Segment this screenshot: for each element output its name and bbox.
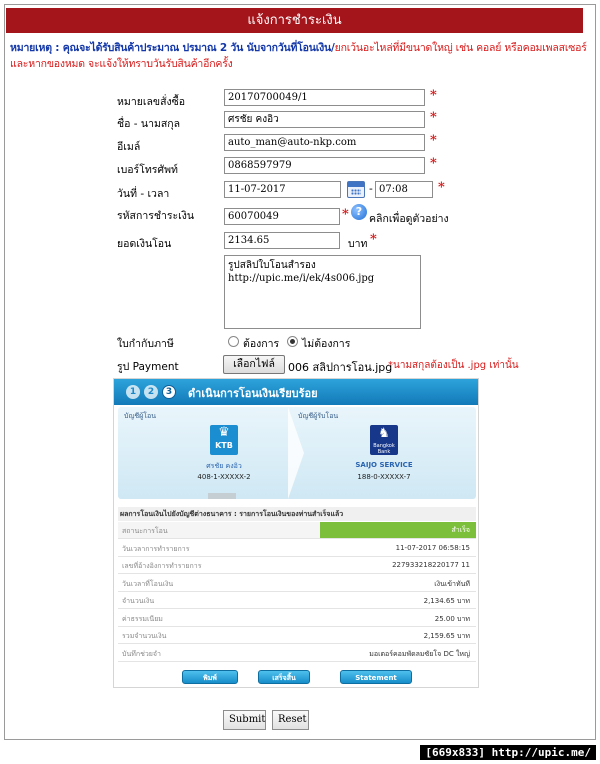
result-key: สถานะการโอน [122,527,168,535]
print-button[interactable]: พิมพ์ [182,670,238,684]
to-name: SAIJO SERVICE [355,461,413,469]
notice-label: หมายเหตุ : คุณจะได้รับสินค้าประมาณ ปรมาณ 2 วัน นับจากวันที่โอนเงิน/ [10,42,335,54]
tax-label: ใบกำกับภาษี [117,338,174,350]
amount-label: ยอดเงินโอน [117,238,172,250]
step-2: 2 [144,385,158,399]
step-3: 3 [162,385,176,399]
from-caption: บัญชีผู้โอน [124,412,157,420]
to-caption: บัญชีผู้รับโอน [298,412,339,420]
order-no-input[interactable]: 20170700049/1 [224,89,425,106]
result-header: ผลการโอนเงินไปยังบัญชีต่างธนาคาร : รายการโอนเงินของท่านสำเร็จแล้ว [118,507,476,521]
time-input[interactable]: 07:08 [375,181,433,198]
datetime-label: วันที่ - เวลา [117,188,170,200]
step-1: 1 [126,385,140,399]
result-value: 227933218220177 11 [392,561,470,569]
blurred-text [208,493,236,499]
result-key: วันเวลาที่โอนเงิน [122,579,174,588]
result-value: เงินเข้าทันที [434,579,470,588]
name-input[interactable]: ศรชัย คงอิว [224,111,425,128]
notice [10,40,590,72]
result-value: 11-07-2017 06:58:15 [395,543,470,552]
slip-image [113,378,479,688]
file-hint: *นามสกุลต้องเป็น .jpg เท่านั้น [388,360,519,371]
name-label: ชื่อ - นามสกุล [117,118,181,130]
from-account: 408-1-XXXXX-2 [197,473,251,481]
reset-button[interactable]: Reset [272,710,309,730]
result-value: 25.00 บาท [434,614,470,623]
statement-button[interactable]: Statement [340,670,412,684]
result-row [118,522,476,539]
page-title: แจ้งการชำระเงิน [6,8,583,33]
required-mark: * [342,207,349,222]
file-name: 006 สลิปการโอน.jpg [288,361,393,374]
result-key: เลขที่อ้างอิงการทำรายการ [122,562,202,570]
tax-no-label: ไม่ต้องการ [302,338,351,350]
result-row [118,540,476,557]
result-key: จำนวนเงิน [122,597,155,605]
to-account: 188-0-XXXXX-7 [357,473,411,481]
required-mark: * [430,110,437,125]
watermark [0,742,600,764]
amount-unit: บาท [348,238,368,250]
result-value: มอเตอร์คอมพัดลมซัยโจ DC ใหญ่ [369,649,470,658]
amount-input[interactable]: 2134.65 [224,232,340,249]
order-no-label: หมายเลขสั่งซื้อ [117,96,186,108]
watermark-text: [669x833] http://upic.me/ [420,745,596,760]
result-key: วันเวลาการทำรายการ [122,544,190,553]
result-value: สำเร็จ [320,522,476,538]
datetime-separator: - [369,183,373,195]
date-input[interactable]: 11-07-2017 [224,181,341,198]
result-row [118,575,476,592]
email-input[interactable]: auto_man@auto-nkp.com [224,134,425,151]
notice-text: ยกเว้นอะไหล่ที่มีขนาดใหญ่ เช่น คอลย์ หรือคอมเพลสเซอร์ และหากของหมด จะแจ้งให้ทราบวันรับสินค้าอีกครั้ง [10,42,587,70]
payment-label: รูป Payment [117,361,179,373]
bangkok-bank-logo-icon: ♞ Bangkok Bank [370,425,398,455]
result-key: ค่าธรรมเนียม [122,614,163,623]
submit-button[interactable]: Submit [223,710,266,730]
help-link[interactable]: คลิกเพื่อดูตัวอย่าง [369,213,449,225]
note-textarea[interactable] [224,255,421,329]
result-row [118,592,476,609]
required-mark: * [430,133,437,148]
result-value: 2,134.65 บาท [423,597,470,605]
tax-no-radio[interactable] [287,336,298,347]
tax-yes-label: ต้องการ [243,338,280,350]
required-mark: * [370,232,377,247]
pay-code-label: รหัสการชำระเงิน [117,210,195,222]
finish-button[interactable]: เสร็จสิ้น [258,670,310,684]
result-row [118,627,476,644]
result-row [118,557,476,574]
required-mark: * [430,156,437,171]
phone-input[interactable]: 0868597979 [224,157,425,174]
pay-code-input[interactable]: 60070049 [224,208,340,225]
ktb-logo-icon: ♛ KTB [210,425,238,455]
from-name: ศรชัย คงอิว [206,462,242,470]
required-mark: * [430,88,437,103]
help-icon[interactable]: ? [351,204,367,220]
slip-title: ดำเนินการโอนเงินเรียบร้อย [188,387,318,400]
required-mark: * [438,180,445,195]
tax-yes-radio[interactable] [228,336,239,347]
phone-label: เบอร์โทรศัพท์ [117,164,178,176]
result-key: รวมจำนวนเงิน [122,632,167,640]
result-row [118,645,476,662]
account-panel [118,407,476,499]
result-key: บันทึกช่วยจำ [122,649,161,658]
result-value: 2,159.65 บาท [423,632,470,640]
email-label: อีเมล์ [117,141,141,153]
choose-file-button[interactable]: เลือกไฟล์ [223,355,285,374]
result-row [118,610,476,627]
calendar-icon[interactable] [347,181,365,198]
